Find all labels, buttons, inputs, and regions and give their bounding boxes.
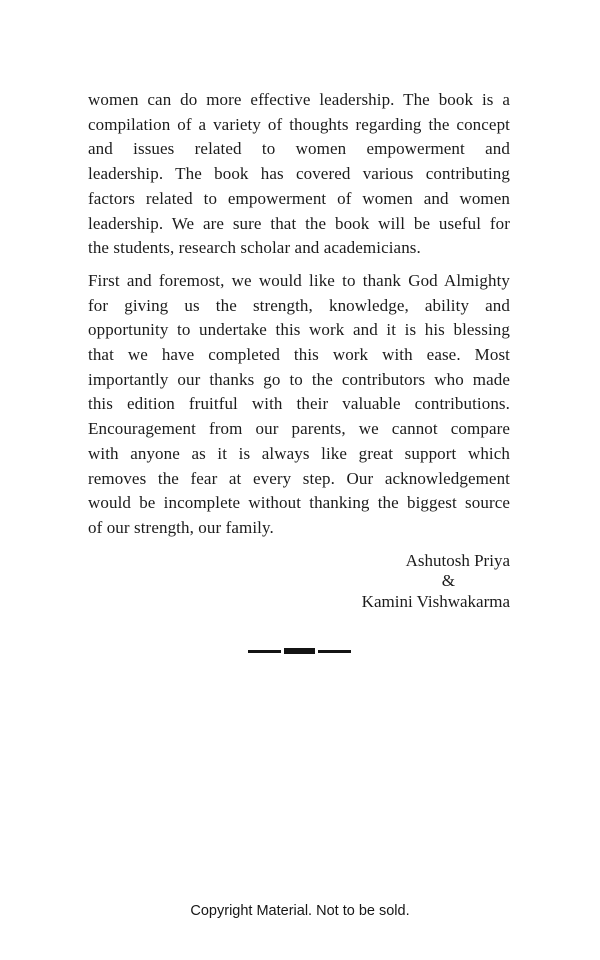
text-line: leadership. We are sure that the book will be useful for [88,213,510,233]
paragraph-acknowledgement [88,269,510,541]
text-line: that we have completed this work with ease. Most [88,345,510,365]
text-line: opportunity to undertake this work and it is his blessing [88,320,510,340]
text-line: importantly our thanks go to the contributors who made [88,369,510,389]
text-line: removes the fear at every step. Our acknowledgement [88,468,510,488]
text-line: First and foremost, we would like to thank God Almighty [88,270,510,290]
text-line: the students, research scholar and academicians. [88,238,421,258]
text-line: of our strength, our family. [88,517,274,537]
text-line: compilation of a variety of thoughts regarding the concept [88,114,510,134]
text-line: this edition fruitful with their valuable contributions. [88,394,510,414]
text-line: with anyone as it is always like great support which [88,443,510,463]
text-line: and issues related to women empowerment and [88,139,510,159]
divider-dash-left-icon [248,650,281,653]
page-body [88,88,510,654]
text-line: for giving us the strength, knowledge, ability and [88,295,510,315]
section-divider-ornament [88,648,510,654]
text-line: Encouragement from our parents, we cannot compare [88,419,510,439]
copyright-notice: Copyright Material. Not to be sold. [190,903,410,919]
text-line: would be incomplete without thanking the biggest source [88,493,510,513]
author-name-2: Kamini Vishwakarma [361,591,510,611]
signature-block [88,551,510,613]
divider-dash-right-icon [318,650,351,653]
author-name-1: Ashutosh Priya [405,550,510,570]
divider-dash-middle-icon [284,648,315,654]
paragraph-intro [88,88,510,261]
ampersand-separator: & [441,571,455,591]
text-line: leadership. The book has covered various contributing [88,164,510,184]
text-line: women can do more effective leadership. The book is a [88,90,510,109]
text-line: factors related to empowerment of women and women [88,188,510,208]
